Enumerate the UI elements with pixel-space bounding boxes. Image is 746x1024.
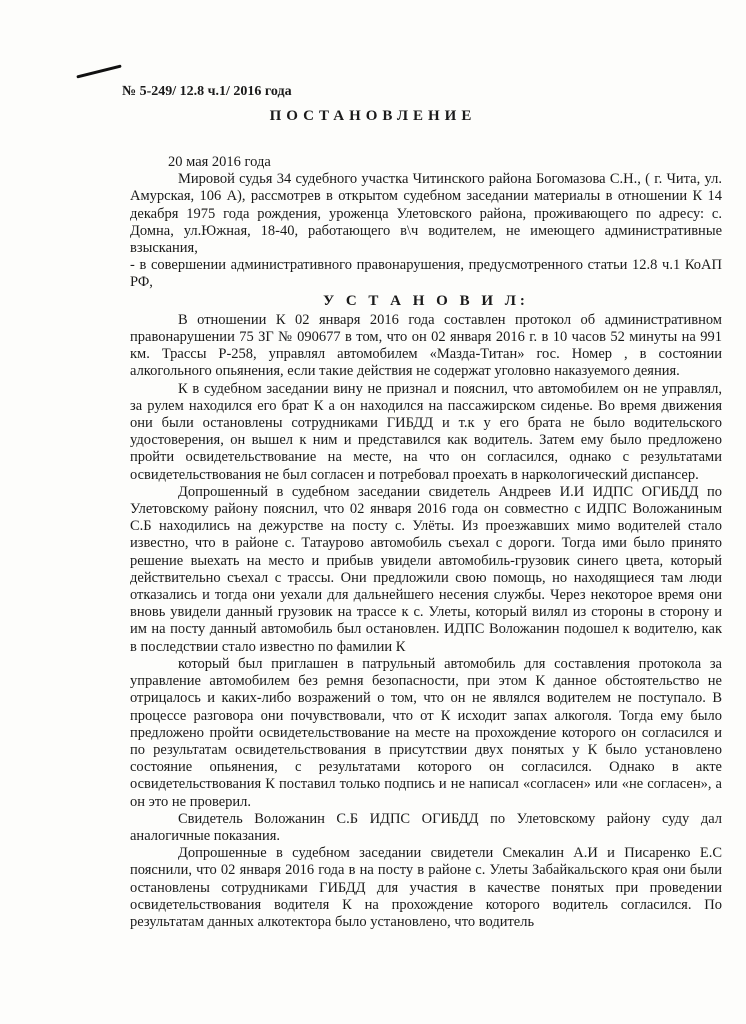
document-number: № 5-249/ 12.8 ч.1/ 2016 года [122,84,292,99]
charge-paragraph: - в совершении административного правонарушения, предусмотренного статьи 12.8 ч.1 КоАП РФ, [130,257,722,291]
paragraph: К в судебном заседании вину не признал и пояснил, что автомобилем он не управлял, за рулем находился его брат К а он находился на пассажирском сиденье. Во время движения они были остановлены сотрудниками ГИБДД и т.к у его брата не было водительского удостоверения, он вышел к ним и представился как водитель. Затем ему было предложено пройти освидетельствование на месте, на что он согласился, однако с результатами освидетельствования не был согласен и потребовал проехать в наркологический диспансер. [130,380,722,483]
document-title: ПОСТАНОВЛЕНИЕ [269,108,477,124]
section-heading: У С Т А Н О В И Л: [323,292,529,309]
paragraph: Допрошенный в судебном заседании свидетель Андреев И.И ИДПС ОГИБДД по Улетовскому району пояснил, что 02 января 2016 года он совместно с ИДПС Воложаниным С.Б находились на дежурстве на посту с. Улёты. Из проезжавших мимо водителей стало известно, что в районе с. Татаурово автомобиль съехал с дороги. Тогда ими было принято решение выехать на место и прибыв увидели автомобиль-грузовик синего цвета, который действительно съехал с трассы. Они предложили свою помощь, но находящиеся там люди отказались и тогда они уехали для дальнейшего несения службы. Через некоторое время они вновь увидели данный грузовик на трассе к с. Улеты, который вилял из стороны в сторону и им на посту данный автомобиль был остановлен. ИДПС Воложанин подошел к водителю, как в последствии стало известно по фамилии К [130,483,722,655]
document-body [130,154,722,931]
paragraph: В отношении К 02 января 2016 года составлен протокол об административном правонарушении 75 ЗГ № 090677 в том, что он 02 января 2016 г. в 10 часов 52 минуты на 991 км. Трассы Р-258, управлял автомобилем «Мазда-Титан» гос. Номер , в состоянии алкогольного опьянения, если такие действия не содержат уголовно наказуемого деяния. [130,311,722,380]
paragraph: Свидетель Воложанин С.Б ИДПС ОГИБДД по Улетовскому району суду дал аналогичные показания. [130,810,722,844]
intro-paragraph: Мировой судья 34 судебного участка Читинского района Богомазова С.Н., ( г. Чита, ул. Амурская, 106 А), рассмотрев в открытом судебном заседании материалы в отношении К 14 декабря 1975 года рождения, уроженца Улетовского района, проживающего по адресу: с. Домна, ул.Южная, 18-40, работающего в\ч водителем, не имеющего административные взыскания, [130,171,722,257]
handwritten-mark [76,64,121,78]
paragraph: Допрошенные в судебном заседании свидетели Смекалин А.И и Писаренко Е.С пояснили, что 02 января 2016 года в на посту в районе с. Улеты Забайкальского края они были остановлены сотрудниками ГИБДД для участия в качестве понятых при проведении освидетельствования водителя К на прохождение которого водитель согласился. По результатам данных алкотектора было установлено, что водитель [130,845,722,930]
paragraph: который был приглашен в патрульный автомобиль для составления протокола за управление автомобилем без ремня безопасности, при этом К данное обстоятельство не отрицалось и каких-либо возражений о том, что он не являлся водителем не поступало. В процессе разговора они почувствовали, что от К исходит запах алкоголя. Тогда ему было предложено пройти освидетельствование на месте на прохождение которого он согласился и по результатам освидетельствования в присутствии двух понятых у К было установлено состояние опьянения, с результатами которого он согласился. Однако в акте освидетельствования К поставил только подпись и не написал «согласен» или «не согласен», а он это не проверил. [130,655,722,810]
document-date: 20 мая 2016 года [168,154,271,170]
